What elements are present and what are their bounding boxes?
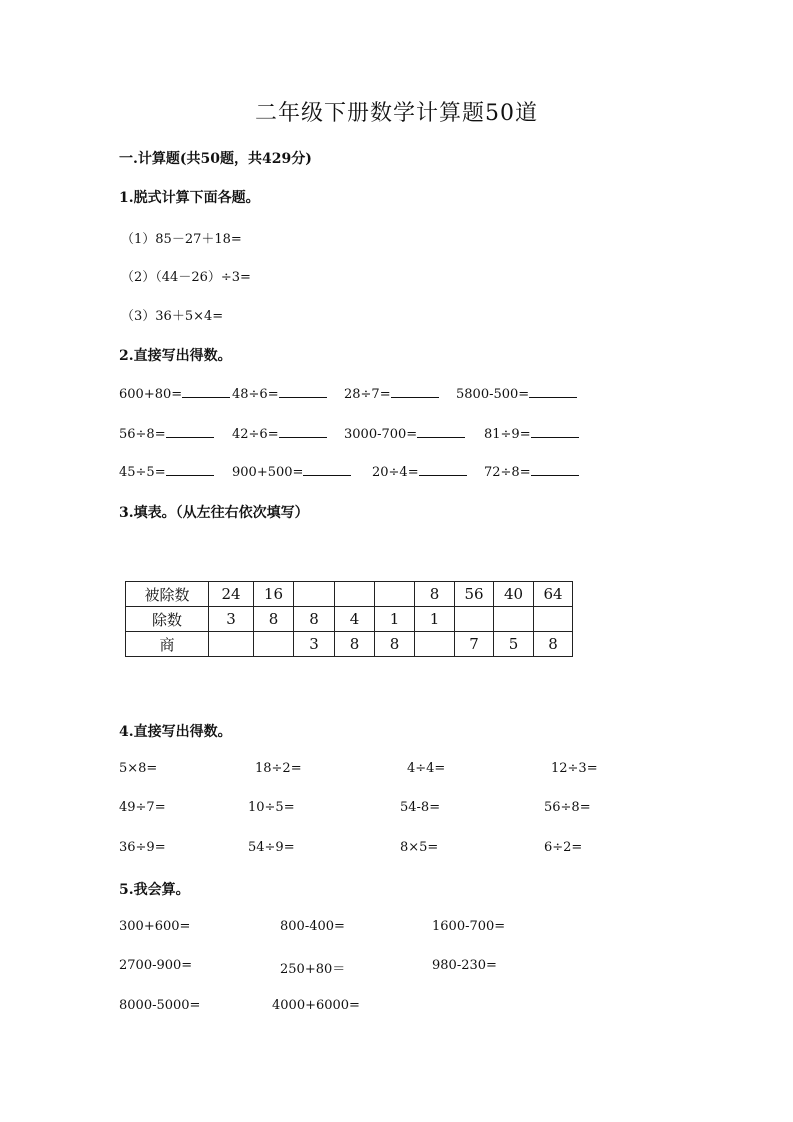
- table-cell: 7: [455, 632, 494, 657]
- q4-item: 4÷4=: [407, 761, 446, 776]
- table-cell: 40: [494, 582, 534, 607]
- question-1-heading: 1.脱式计算下面各题。: [119, 190, 260, 206]
- question-2-heading: 2.直接写出得数。: [119, 348, 232, 364]
- table-cell[interactable]: [415, 632, 455, 657]
- question-4-heading: 4.直接写出得数。: [119, 724, 232, 740]
- table-cell: 8: [254, 607, 294, 632]
- q4-item: 18÷2=: [255, 761, 302, 776]
- division-table: [125, 581, 573, 657]
- q5-item: 800-400=: [280, 919, 345, 934]
- table-cell: 56: [455, 582, 494, 607]
- q2-item: 72÷8=: [484, 463, 579, 480]
- q2-item: 900+500=: [232, 463, 351, 480]
- row-label: 商: [126, 632, 209, 657]
- q5-item: 8000-5000=: [119, 998, 201, 1013]
- answer-blank[interactable]: [182, 385, 230, 398]
- table-cell: 8: [375, 632, 415, 657]
- q1-item: （3）36＋5×4=: [121, 309, 224, 324]
- question-5-heading: 5.我会算。: [119, 882, 190, 898]
- q5-item: 250+80＝: [280, 962, 346, 977]
- q2-item: 45÷5=: [119, 463, 214, 480]
- table-cell: 1: [375, 607, 415, 632]
- q4-item: 12÷3=: [551, 761, 598, 776]
- answer-blank[interactable]: [279, 385, 327, 398]
- q4-item: 8×5=: [400, 840, 439, 855]
- table-cell: 8: [415, 582, 455, 607]
- answer-blank[interactable]: [391, 385, 439, 398]
- table-cell[interactable]: [254, 632, 294, 657]
- q2-item: 20÷4=: [372, 463, 467, 480]
- q2-item: 81÷9=: [484, 425, 579, 442]
- answer-blank[interactable]: [166, 463, 214, 476]
- table-cell[interactable]: [534, 607, 573, 632]
- row-label: 除数: [126, 607, 209, 632]
- table-row-quotient: [126, 632, 573, 657]
- table-cell[interactable]: [209, 632, 254, 657]
- q2-item: 600+80=: [119, 385, 230, 402]
- section-heading: 一.计算题(共50题，共429分): [119, 151, 312, 167]
- table-cell: 3: [294, 632, 335, 657]
- q4-item: 36÷9=: [119, 840, 166, 855]
- table-cell: 4: [335, 607, 375, 632]
- table-cell[interactable]: [335, 582, 375, 607]
- table-cell: 5: [494, 632, 534, 657]
- answer-blank[interactable]: [279, 425, 327, 438]
- q2-item: 3000-700=: [344, 425, 465, 442]
- q4-item: 54÷9=: [248, 840, 295, 855]
- q5-item: 980-230=: [432, 958, 497, 973]
- answer-blank[interactable]: [303, 463, 351, 476]
- q5-item: 2700-900=: [119, 958, 193, 973]
- q4-item: 10÷5=: [248, 800, 295, 815]
- answer-blank[interactable]: [529, 385, 577, 398]
- q5-item: 4000+6000=: [272, 998, 360, 1013]
- q5-item: 300+600=: [119, 919, 191, 934]
- table-cell: 3: [209, 607, 254, 632]
- table-cell[interactable]: [375, 582, 415, 607]
- q4-item: 49÷7=: [119, 800, 166, 815]
- table-cell: 8: [294, 607, 335, 632]
- question-3-heading: 3.填表。（从左往右依次填写）: [119, 505, 309, 521]
- row-label: 被除数: [126, 582, 209, 607]
- table-cell: 1: [415, 607, 455, 632]
- table-cell[interactable]: [294, 582, 335, 607]
- table-row-dividend: [126, 582, 573, 607]
- q2-item: 42÷6=: [232, 425, 327, 442]
- q2-item: 56÷8=: [119, 425, 214, 442]
- table-cell: 24: [209, 582, 254, 607]
- q1-item: （2）（44－26）÷3=: [121, 270, 251, 285]
- answer-blank[interactable]: [419, 463, 467, 476]
- q2-item: 5800-500=: [456, 385, 577, 402]
- answer-blank[interactable]: [531, 425, 579, 438]
- q5-item: 1600-700=: [432, 919, 506, 934]
- q4-item: 5×8=: [119, 761, 158, 776]
- page-title: 二年级下册数学计算题50道: [255, 101, 538, 126]
- table-cell: 8: [534, 632, 573, 657]
- q4-item: 56÷8=: [544, 800, 591, 815]
- answer-blank[interactable]: [166, 425, 214, 438]
- table-cell[interactable]: [494, 607, 534, 632]
- table-cell: 16: [254, 582, 294, 607]
- table-cell[interactable]: [455, 607, 494, 632]
- q4-item: 6÷2=: [544, 840, 583, 855]
- q2-item: 48÷6=: [232, 385, 327, 402]
- table-cell: 8: [335, 632, 375, 657]
- q2-item: 28÷7=: [344, 385, 439, 402]
- table-cell: 64: [534, 582, 573, 607]
- q1-item: （1）85－27＋18=: [121, 232, 242, 247]
- q4-item: 54-8=: [400, 800, 441, 815]
- answer-blank[interactable]: [417, 425, 465, 438]
- table-row-divisor: [126, 607, 573, 632]
- answer-blank[interactable]: [531, 463, 579, 476]
